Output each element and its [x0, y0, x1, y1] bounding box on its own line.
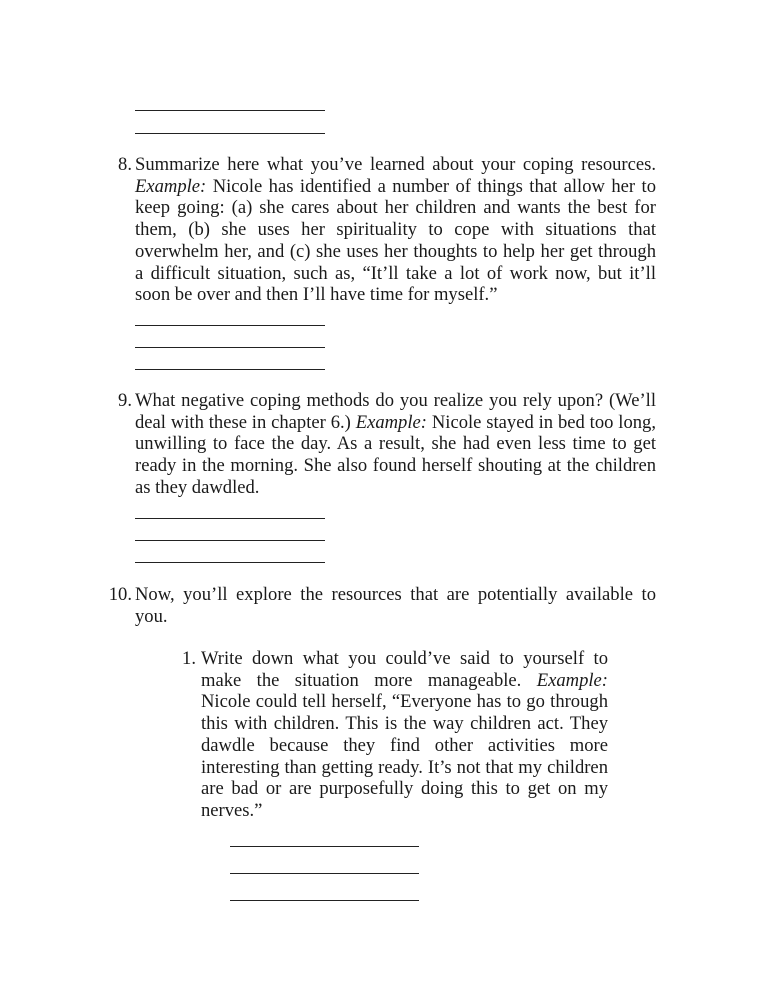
question-item-8 — [135, 154, 656, 306]
item-lead: Now, you’ll explore the resources that are potentially available to you. — [135, 584, 656, 627]
answer-line[interactable] — [135, 518, 325, 519]
answer-line[interactable] — [135, 325, 325, 326]
question-item-9 — [135, 390, 656, 499]
answer-line[interactable] — [135, 540, 325, 541]
item-lead: Summarize here what you’ve learned about your coping resources. — [135, 154, 656, 175]
item-number: 8. — [118, 154, 132, 175]
example-label: Example: — [355, 411, 427, 433]
question-item-10 — [135, 584, 656, 627]
item-lead: Write down what you could’ve said to yourself to make the situation more manageable. — [201, 648, 608, 691]
answer-line[interactable] — [135, 133, 325, 134]
subitem-number: 1. — [182, 648, 196, 669]
answer-line[interactable] — [135, 562, 325, 563]
item-lead: What negative coping methods do you realize you rely upon? (We’ll deal with these in chapter 6.) — [135, 390, 656, 433]
answer-line[interactable] — [135, 347, 325, 348]
example-label: Example: — [536, 669, 608, 691]
item-number: 9. — [118, 390, 132, 411]
item-number: 10. — [108, 584, 132, 605]
question-subitem-1 — [201, 648, 608, 822]
answer-line[interactable] — [230, 900, 419, 901]
answer-line[interactable] — [135, 369, 325, 370]
example-text: Nicole has identified a number of things that allow her to keep going: (a) she cares about her children and wants the best for them, (b) she uses her spirituality to cope with situations that overwhelm her, and (c) she uses her thoughts to help her get through a difficult situation, such as, “It’ll take a lot of work now, but it’ll soon be over and then I’ll have time for myself.” — [135, 175, 656, 306]
answer-line[interactable] — [230, 846, 419, 847]
example-text: Nicole stayed in bed too long, unwilling to face the day. As a result, she had even less time to get ready in the morning. She also found herself shouting at the children as they dawdled. — [135, 411, 656, 498]
answer-line[interactable] — [135, 110, 325, 111]
example-label: Example: — [135, 175, 207, 197]
answer-line[interactable] — [230, 873, 419, 874]
example-text: Nicole could tell herself, “Everyone has to go through this with children. This is the way children act. They dawdle because they find other activities more interesting than getting ready. It’s not that my children are bad or are purposefully doing this to get on my nerves.” — [201, 691, 608, 821]
